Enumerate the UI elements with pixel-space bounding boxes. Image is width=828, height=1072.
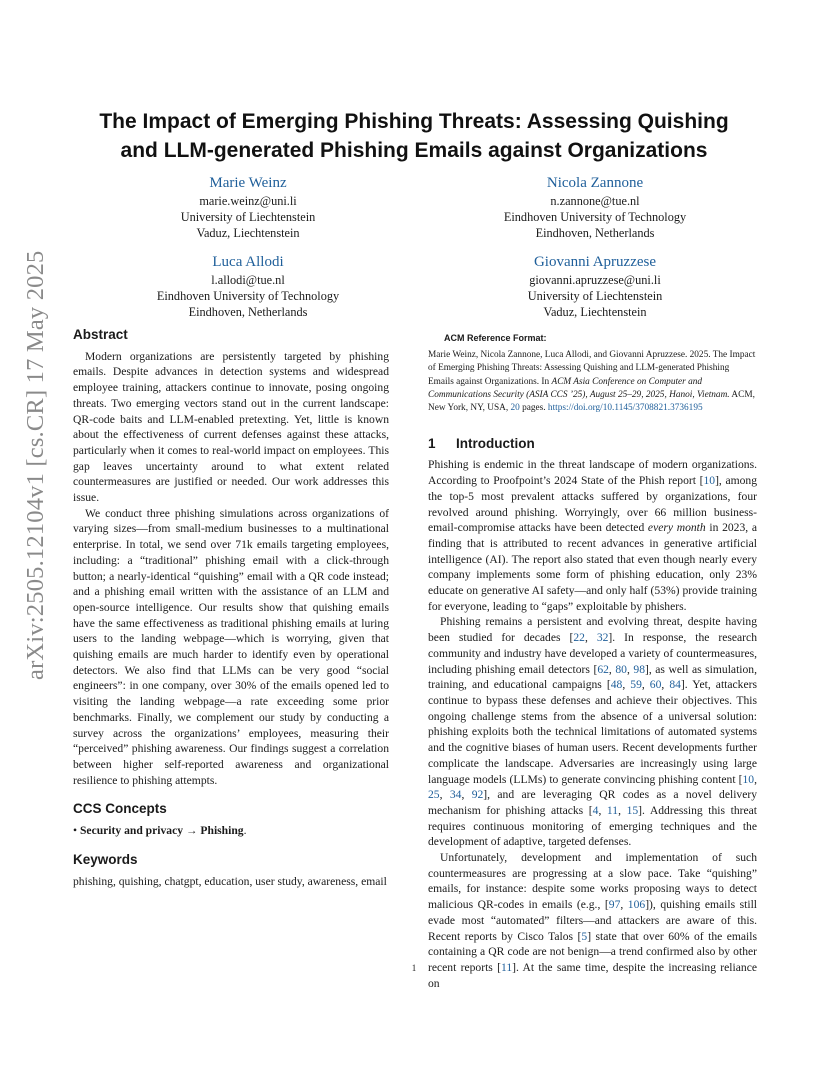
abstract-paragraph: We conduct three phishing simulations across organizations of varying sizes—from small-medium businesses to a multinational enterprise. In total, we send over 71k emails targeting employees, including: a “traditional” phishing email with a click-through button; a nearly-identical “quishing” email with a QR code instead; and a phishing email written with the assistance of an LLM and open-source intelligence. Our results show that quishing emails have the same effectiveness as traditional phishing emails at luring users to the landing webpage—which is worrying, given that quishing emails are much harder to identify even by operational detectors. We also find that LLMs can be very good “social engineers”: in one company, over 30% of the emails opened led to visiting the landing webpage—a rate exceeding some prior benchmarks. Finally, we complement our study by conducting a survey across the organizations’ employees, measuring their “perceived” phishing awareness. Our findings suggest a correlation between higher self-reported awareness and organizational resilience to phishing attempts. [73, 506, 389, 787]
acm-authors: Marie Weinz, Nicola Zannone, Luca Allodi, and Giovanni Apruzzese. 2025. The Impact of Emerging Phishing Threats: Assessing Quishing and LLM-generated Phishing Emails against Organizations. In [428, 349, 756, 387]
author-block [118, 252, 378, 320]
emphasis-text: every month [647, 521, 706, 535]
citation-link[interactable]: 22 [573, 631, 585, 645]
ccs-bullet: • [73, 824, 78, 838]
citation-link[interactable]: 59 [630, 678, 642, 692]
ccs-heading: CCS Concepts [73, 801, 167, 817]
right-column [428, 331, 757, 991]
citation-link[interactable]: 92 [471, 788, 484, 802]
ccs-concept: Security and privacy → Phishing [79, 824, 244, 838]
arxiv-stamp [22, 250, 50, 680]
author-institution: Eindhoven University of Technology [503, 210, 687, 224]
author-name[interactable]: Marie Weinz [209, 175, 287, 191]
author-institution: University of Liechtenstein [527, 289, 663, 303]
author-location: Vaduz, Liechtenstein [543, 305, 647, 319]
citation-link[interactable]: 32 [596, 631, 609, 645]
citation-link[interactable]: 97 [608, 898, 621, 912]
author-block [465, 173, 725, 241]
section-number: 1 [428, 435, 436, 451]
citation-link[interactable]: 5 [581, 929, 588, 943]
author-email: l.allodi@tue.nl [211, 273, 285, 287]
intro-paragraph: Phishing remains a persistent and evolving threat, despite having been studied for decades [22, 32]. In response, the research community and industry have developed a variety of countermeasures, including phishing email detectors [62, 80, 98], as well as simulation, training, and educational campaigns [48, 59, 60, 84]. Yet, attackers continue to bypass these defenses and achieve their objectives. This ongoing challenge stems from the absence of a universal solution: phishing exploits both the technical limitations of automated systems and the cognitive biases of human users. Recent developments further complicate the landscape. Adversaries are increasingly using large language models (LLMs) to generate convincing phishing content [10, 25, 34, 92], and are leveraging QR codes as a novel delivery mechanism for phishing attacks [4, 11, 15]. Addressing this threat requires continuous monitoring of emerging techniques and the development of adaptive, targeted defenses. [428, 615, 758, 849]
paper-title [70, 108, 758, 165]
doi-link[interactable]: https://doi.org/10.1145/3708821.3736195 [547, 403, 703, 414]
section-title: Introduction [456, 435, 535, 451]
citation-link[interactable]: 34 [449, 788, 462, 802]
citation-link[interactable]: 60 [649, 678, 662, 692]
citation-link[interactable]: 4 [592, 803, 599, 817]
author-block [465, 252, 725, 320]
ccs-concepts [73, 823, 389, 839]
abstract-heading: Abstract [73, 327, 128, 342]
citation-link[interactable]: 10 [703, 474, 716, 488]
author-email: marie.weinz@uni.li [199, 194, 297, 208]
author-email: giovanni.apruzzese@uni.li [529, 273, 661, 287]
abstract-paragraph: Modern organizations are persistently targeted by phishing emails. Despite advances in detection systems and widespread employee training, attackers continue to innovate, posing ongoing threats. Two emerging vectors stand out in the current landscape: QR-code baits and LLM-enabled pretexting. Yet, little is known about the effectiveness of current defenses against these attacks, particularly when it comes to real-world impact on employees. This gap leaves uncertainty around to what extent related countermeasures are justified or needed. Our work addresses this issue. [73, 349, 389, 505]
author-name[interactable]: Luca Allodi [212, 254, 284, 270]
citation-link[interactable]: 48 [610, 678, 623, 692]
citation-link[interactable]: 80 [615, 662, 627, 676]
acm-reference-text [428, 349, 757, 416]
intro-paragraph: Unfortunately, development and implementation of such countermeasures are progressing at a slow pace. Take “quishing” emails, for instance: despite some works proposing ways to detect malicious QR-codes in emails (e.g., [97, 106]), quishing emails still evade most “automated” filters—and attackers are aware of this. Recent reports by Cisco Talos [5] state that over 60% of the emails containing a QR code are not benign—a trend confirmed also by other recent reports [11]. At the same time, despite the increasing reliance on [428, 851, 758, 990]
author-institution: Eindhoven University of Technology [156, 289, 340, 303]
keywords-heading: Keywords [73, 851, 138, 867]
author-block [118, 173, 378, 241]
section-heading [428, 436, 757, 452]
author-location: Eindhoven, Netherlands [188, 305, 308, 319]
left-column [73, 327, 389, 889]
keywords-list: phishing, quishing, chatgpt, education, user study, awareness, email [73, 874, 387, 888]
title-line-2: and LLM-generated Phishing Emails against Organizations [120, 138, 708, 162]
intro-paragraph: Phishing is endemic in the threat landscape of modern organizations. According to Proofpoint’s 2024 State of the Phish report [10], among the top-5 most prevalent attacks suffered by organizations, four revolved around phishing. Worryingly, over 66 million business-email-compromise attacks have been detected every month in 2023, a finding that is attributed to recent advances in generative artificial intelligence (AI). The report also stated that even though nearly every company implements some form of phishing education, only 23% educate on generative AI safety—and only half (53%) provide training for everyone, leading to “gaps” exploitable by phishers. [428, 458, 758, 613]
citation-link[interactable]: 11 [500, 960, 513, 974]
acm-publisher: ACM, New York, NY, USA, [428, 389, 755, 414]
page-number: 1 [411, 963, 417, 973]
citation-link[interactable]: 25 [428, 788, 440, 802]
acm-reference-heading: ACM Reference Format: [444, 333, 547, 343]
author-location: Vaduz, Liechtenstein [196, 226, 300, 240]
arxiv-identifier: arXiv:2505.12104v1 [cs.CR] 17 May 2025 [22, 250, 49, 680]
citation-link[interactable]: 15 [626, 803, 639, 817]
citation-link[interactable]: 106 [627, 898, 646, 912]
author-name[interactable]: Nicola Zannone [546, 175, 644, 191]
ccs-trailing: . [243, 824, 247, 838]
author-email: n.zannone@tue.nl [550, 194, 640, 208]
title-line-1: The Impact of Emerging Phishing Threats: Assessing Quishing [99, 110, 729, 133]
citation-link[interactable]: 98 [633, 662, 645, 676]
author-institution: University of Liechtenstein [180, 210, 316, 224]
acm-venue: ACM Asia Conference on Computer and Communications Security (ASIA CCS ’25), August 25–29, 2025, Hanoi, Vietnam. [428, 376, 730, 400]
citation-link[interactable]: 11 [606, 803, 619, 817]
citation-link[interactable]: 84 [669, 678, 681, 692]
author-name[interactable]: Giovanni Apruzzese [533, 254, 657, 270]
acm-pages-suffix: pages. [519, 403, 548, 414]
citation-link[interactable]: 10 [742, 772, 755, 786]
author-location: Eindhoven, Netherlands [535, 226, 655, 240]
acm-pages-link[interactable]: 20 [510, 403, 520, 414]
citation-link[interactable]: 62 [597, 662, 609, 676]
